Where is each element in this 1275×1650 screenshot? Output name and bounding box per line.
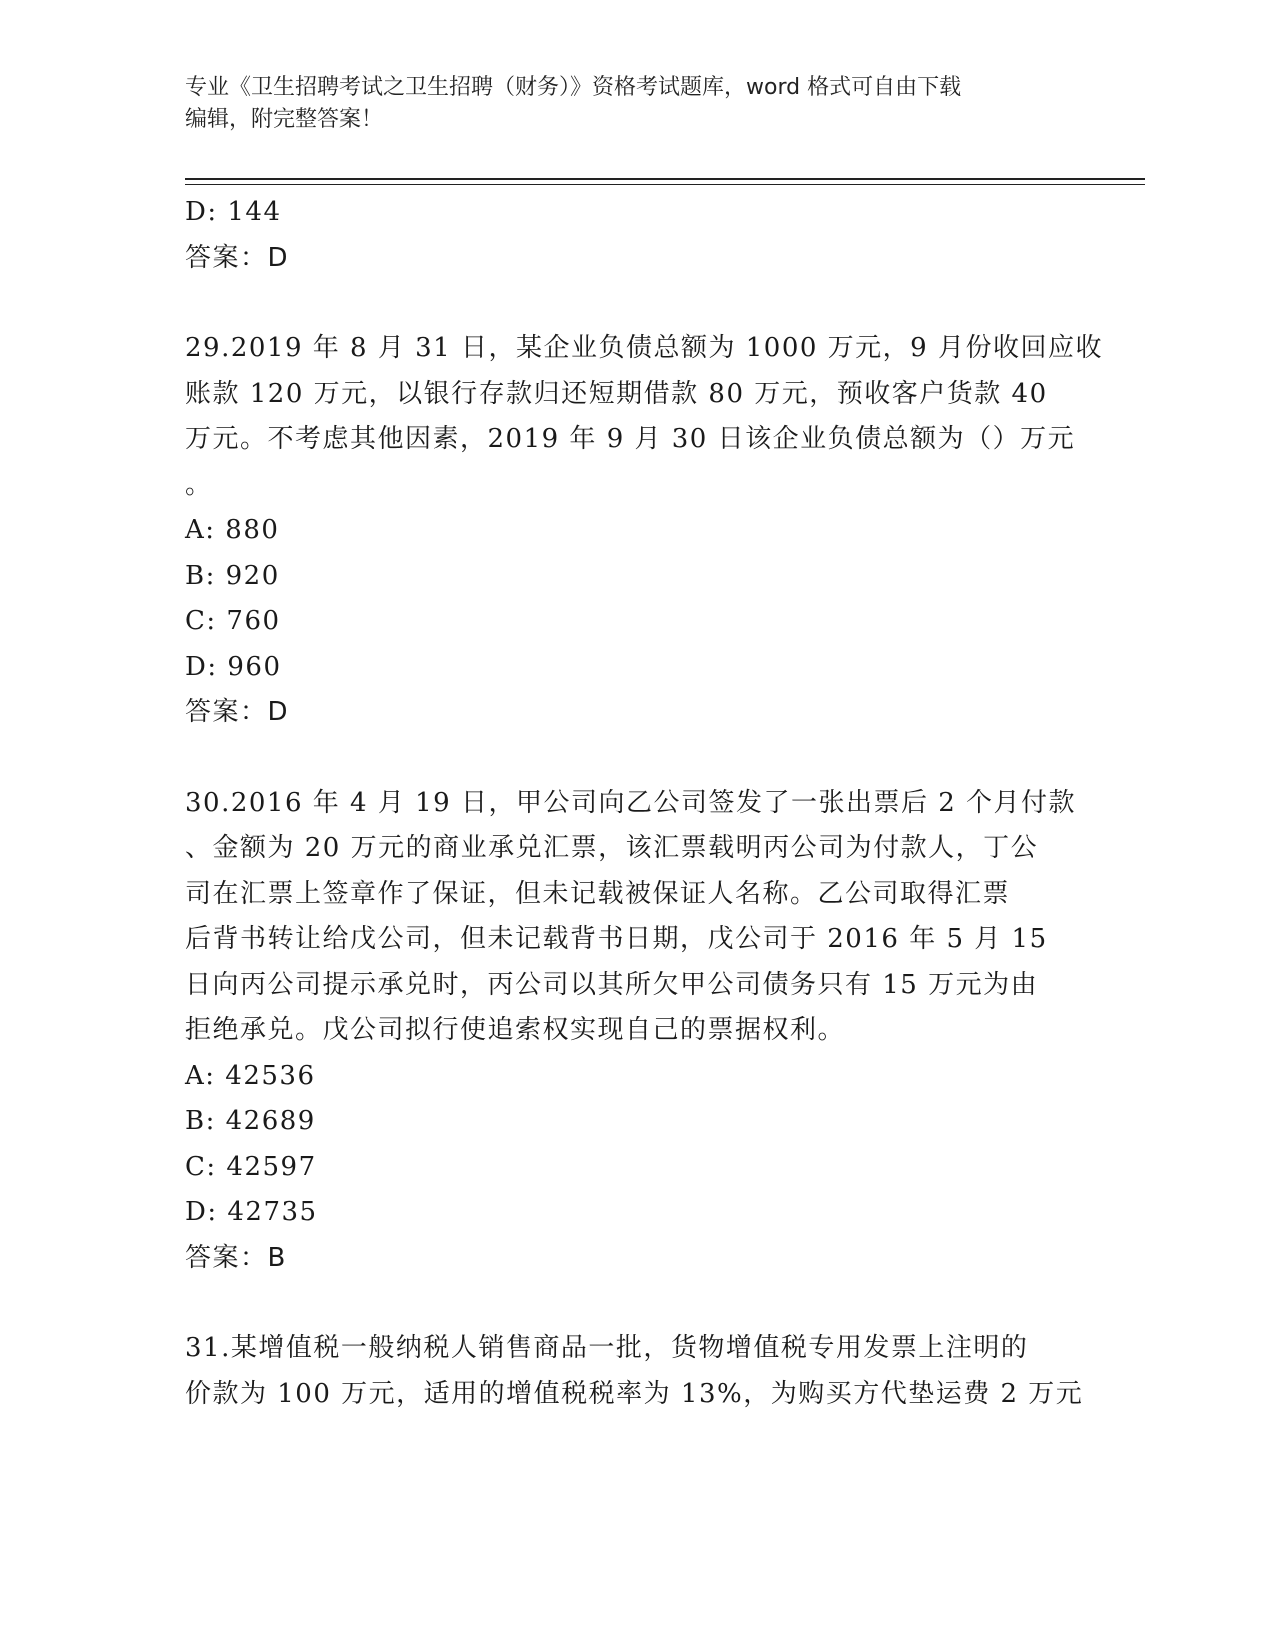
question-text-line: 29.2019 年 8 月 31 日，某企业负债总额为 1000 万元，9 月份收回应收 <box>185 333 1103 363</box>
question-text-line: 、金额为 20 万元的商业承兑汇票，该汇票载明丙公司为付款人，丁公 <box>185 833 1039 863</box>
question-text-line: 司在汇票上签章作了保证，但未记载被保证人名称。乙公司取得汇票 <box>185 878 1011 909</box>
header-line-2: 编辑，附完整答案！ <box>185 107 384 132</box>
question-text-line: 30.2016 年 4 月 19 日，甲公司向乙公司签发了一张出票后 2 个月付款 <box>185 787 1077 818</box>
option-b: B: 920 <box>185 560 280 591</box>
question-text-line: 日向丙公司提示承兑时，丙公司以其所欠甲公司债务只有 15 万元为由 <box>185 969 1039 1000</box>
answer-label: 答案：D <box>185 697 290 727</box>
option-a: A: 42536 <box>185 1060 316 1091</box>
question-29 <box>185 326 1103 736</box>
question-text-line: 后背书转让给戊公司，但未记载背书日期，戊公司于 2016 年 5 月 15 <box>185 924 1048 954</box>
spacer <box>185 281 1085 326</box>
question-text-line: 账款 120 万元，以银行存款归还短期借款 80 万元，预收客户货款 40 <box>185 378 1048 409</box>
header-rule-thick <box>185 178 1145 180</box>
option-c: C: 42597 <box>185 1151 317 1182</box>
question-31 <box>185 1326 1085 1417</box>
header-line-1: 专业《卫生招聘考试之卫生招聘（财务）》资格考试题库，word 格式可自由下载 <box>185 75 962 100</box>
answer-label: 答案：B <box>185 1242 287 1273</box>
question-30 <box>185 781 1085 1282</box>
option-c: C: 760 <box>185 606 281 636</box>
question-text-line: 万元。不考虑其他因素，2019 年 9 月 30 日该企业负债总额为（）万元 <box>185 424 1076 454</box>
question-text-line: 拒绝承兑。戊公司拟行使追索权实现自己的票据权利。 <box>185 1015 846 1045</box>
spacer <box>185 736 1085 781</box>
page-header <box>185 72 1065 136</box>
option-d: D: 42735 <box>185 1197 318 1227</box>
option-d: D: 144 <box>185 197 282 227</box>
question-text-line: 价款为 100 万元，适用的增值税税率为 13%，为购买方代垫运费 2 万元 <box>185 1378 1084 1409</box>
question-content <box>185 190 1103 1417</box>
option-b: B: 42689 <box>185 1106 316 1136</box>
answer-label: 答案：D <box>185 242 290 273</box>
spacer <box>185 1281 1085 1326</box>
question-text-line: 。 <box>185 469 213 500</box>
question-text-line: 31.某增值税一般纳税人销售商品一批，货物增值税专用发票上注明的 <box>185 1333 1029 1363</box>
header-rule-thin <box>185 184 1145 185</box>
option-a: A: 880 <box>185 515 280 545</box>
option-d: D: 960 <box>185 651 282 682</box>
